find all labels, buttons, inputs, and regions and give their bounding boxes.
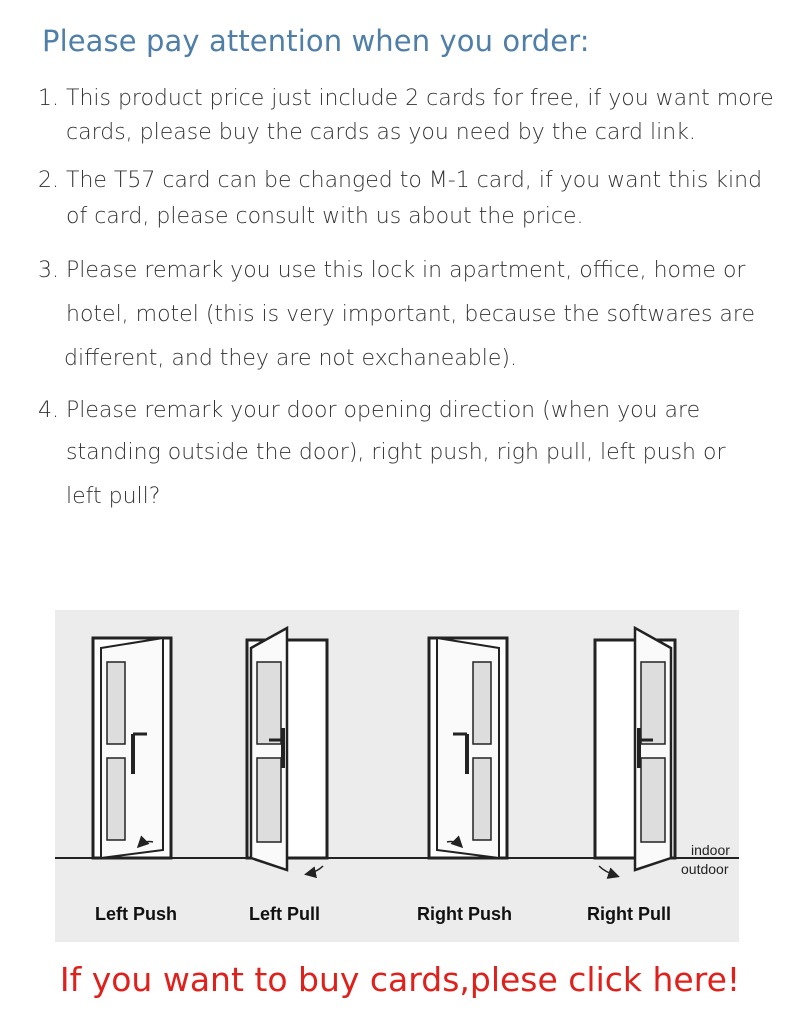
note-number: 2.: [38, 168, 59, 193]
note-item-3: [38, 258, 778, 371]
note-line: cards, please buy the cards as you need by the card link.: [66, 120, 696, 145]
note-line: hotel, motel (this is very important, because the softwares are: [66, 302, 756, 327]
note-line: of card, please consult with us about the price.: [66, 204, 584, 229]
caption-left-pull: Left Pull: [249, 904, 320, 924]
caption-right-push: Right Push: [417, 904, 512, 924]
door-left-pull-icon: [247, 628, 327, 874]
note-line: left pull?: [66, 484, 161, 509]
door-diagram-svg: [55, 610, 739, 942]
door-right-push-icon: [429, 638, 507, 858]
indoor-label: indoor: [691, 842, 730, 858]
note-item-1: [38, 86, 778, 152]
note-number: 3.: [38, 258, 59, 283]
door-left-push-icon: [93, 638, 171, 858]
buy-cards-link[interactable]: If you want to buy cards,plese click here!: [59, 960, 741, 999]
door-direction-diagram: [55, 610, 739, 942]
note-line: different, and they are not exchaneable).: [64, 346, 517, 371]
note-item-4: [38, 398, 778, 508]
note-line: This product price just include 2 cards for free, if you want more: [66, 86, 774, 111]
note-line: standing outside the door), right push, righ pull, left push or: [66, 440, 726, 465]
note-number: 1.: [38, 86, 59, 111]
note-line: The T57 card can be changed to M-1 card, if you want this kind: [66, 168, 763, 193]
door-right-pull-icon: [595, 628, 675, 876]
note-line: Please remark your door opening direction (when you are: [66, 398, 701, 423]
notice-title: Please pay attention when you order:: [42, 24, 590, 58]
caption-left-push: Left Push: [95, 904, 178, 924]
outdoor-label: outdoor: [681, 861, 729, 877]
note-line: Please remark you use this lock in apartment, office, home or: [66, 258, 746, 283]
note-number: 4.: [38, 398, 59, 423]
caption-right-pull: Right Pull: [587, 904, 671, 924]
note-item-2: [38, 168, 778, 238]
